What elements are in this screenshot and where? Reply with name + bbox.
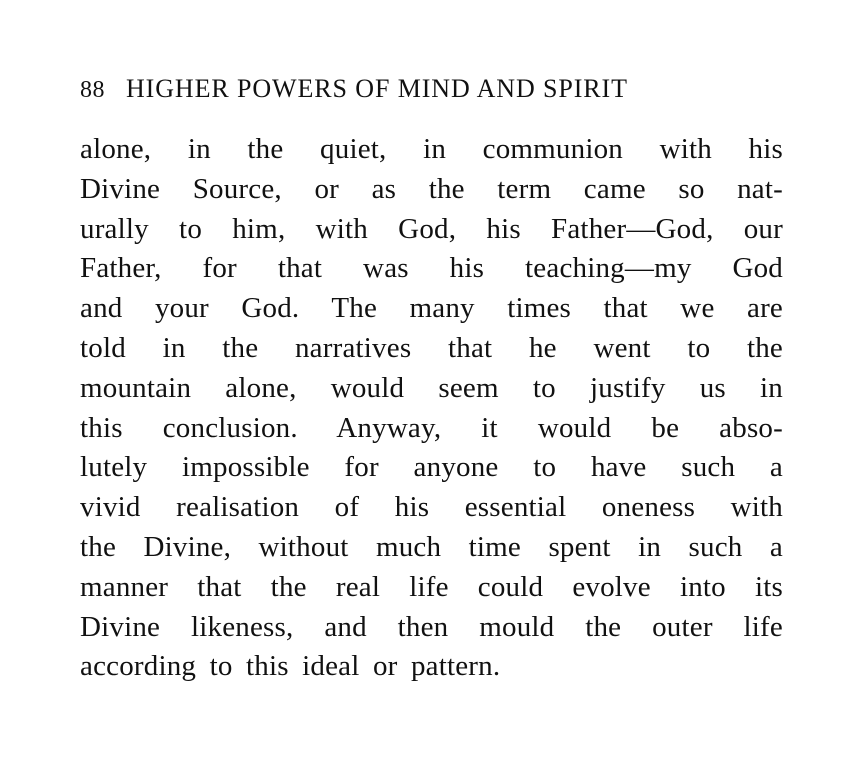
body-paragraph (80, 130, 783, 687)
text-line: Divine Source, or as the term came so nat- (80, 172, 783, 205)
text-line: Father, for that was his teaching—my God (80, 252, 783, 285)
text-line: vivid realisation of his essential oneness with (80, 491, 783, 524)
text-line: lutely impossible for anyone to have such a (80, 451, 783, 484)
running-head (80, 73, 780, 105)
text-line: alone, in the quiet, in communion with his (80, 133, 783, 165)
text-line: the Divine, without much time spent in such a (80, 530, 783, 563)
text-line: this conclusion. Anyway, it would be abso- (80, 411, 783, 444)
text-line: and your God. The many times that we are (80, 292, 783, 325)
text-line: mountain alone, would seem to justify us in (80, 371, 783, 404)
page-number: 88 (80, 77, 105, 103)
text-line: urally to him, with God, his Father—God, our (80, 212, 783, 245)
running-title: HIGHER POWERS OF MIND AND SPIRIT (126, 74, 628, 103)
text-line-final: according to this ideal or pattern. (80, 650, 501, 683)
text-line: Divine likeness, and then mould the outer life (80, 610, 783, 643)
text-line: told in the narratives that he went to the (80, 331, 783, 364)
text-line: manner that the real life could evolve into its (80, 570, 783, 603)
